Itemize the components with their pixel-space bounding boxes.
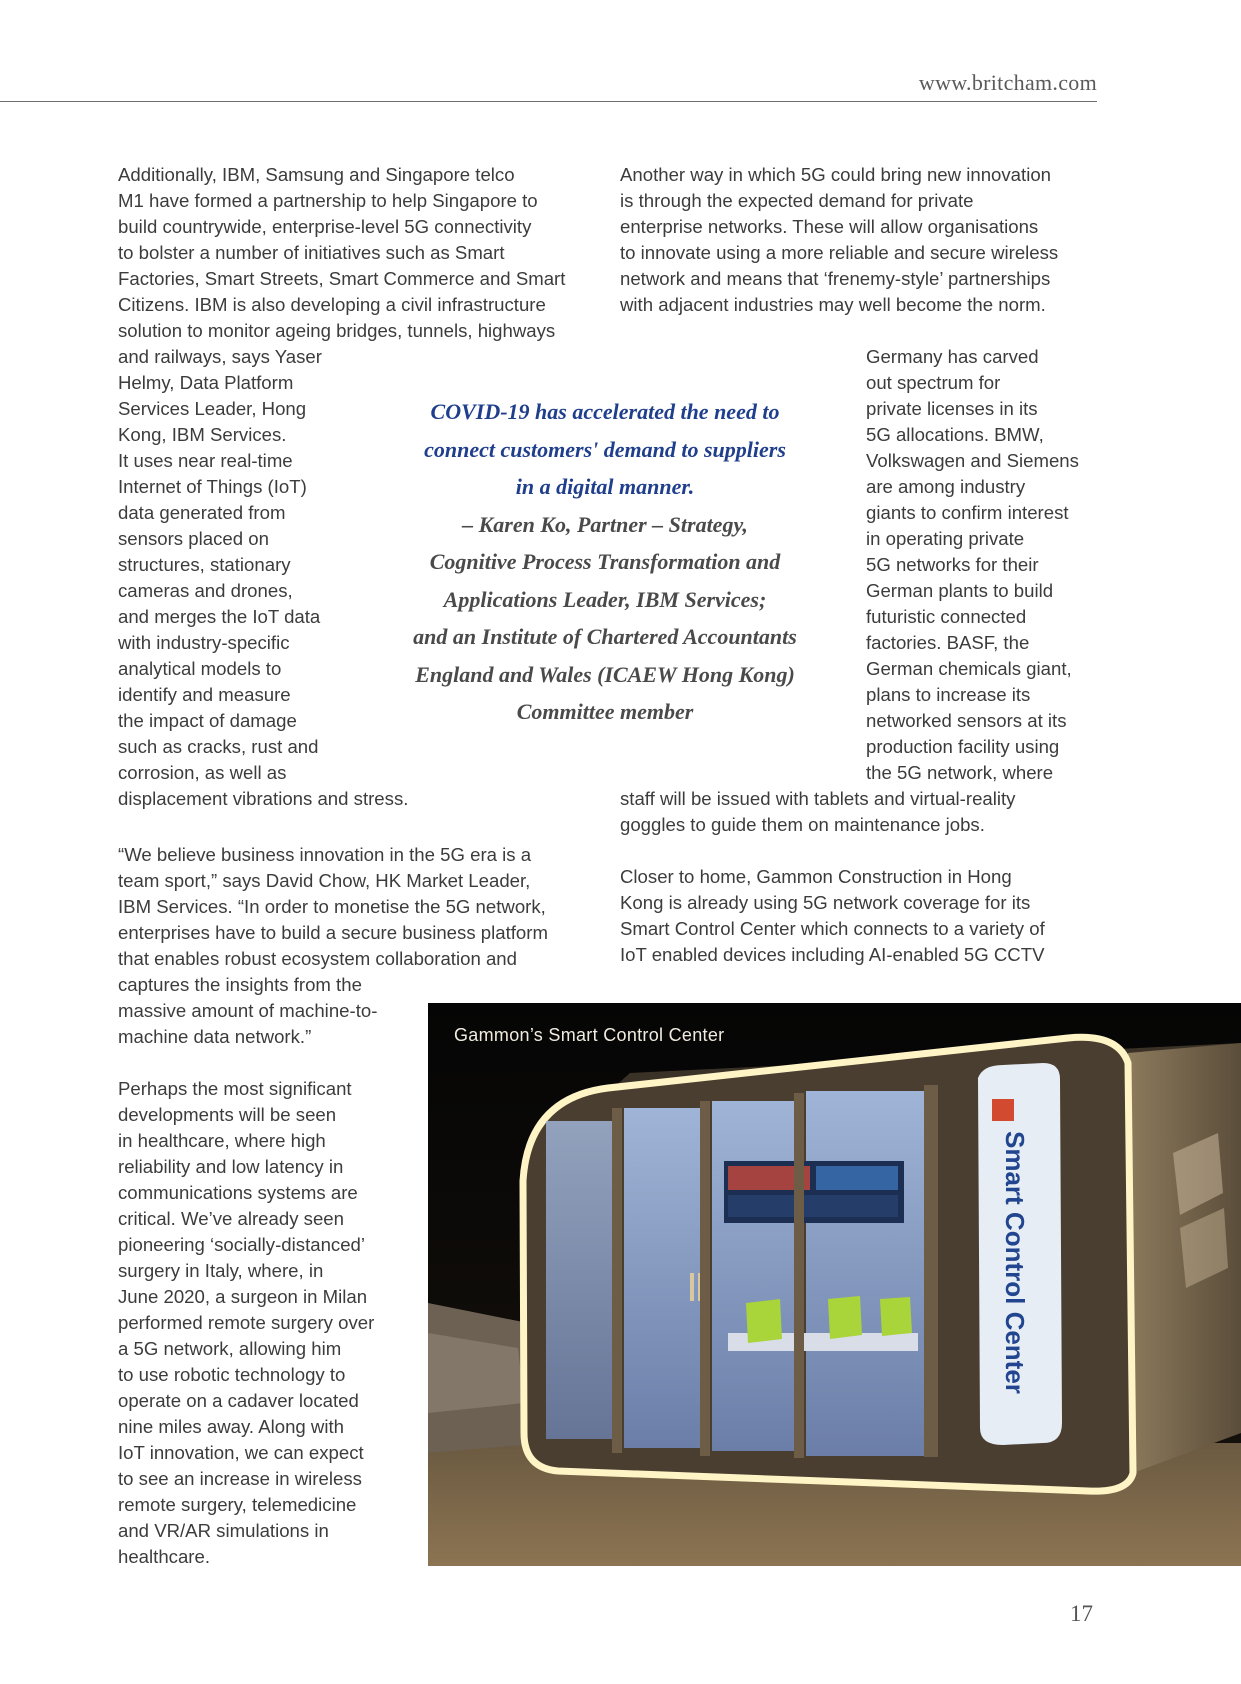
text-line: enterprise networks. These will allow organisations xyxy=(620,216,1039,237)
col2-germany-paragraph xyxy=(866,344,1079,786)
text-line: 5G networks for their xyxy=(866,554,1039,575)
text-line: giants to confirm interest xyxy=(866,502,1069,523)
text-line: data generated from xyxy=(118,502,286,523)
smart-control-center-photo xyxy=(428,1003,1241,1566)
text-line: out spectrum for xyxy=(866,372,1001,393)
text-line: private licenses in its xyxy=(866,398,1038,419)
text-line: identify and measure xyxy=(118,684,291,705)
text-line: goggles to guide them on maintenance jobs. xyxy=(620,814,985,835)
text-line: communications systems are xyxy=(118,1182,358,1203)
text-line: in operating private xyxy=(866,528,1025,549)
attribution-line: – Karen Ko, Partner – Strategy, xyxy=(462,511,748,537)
text-line: Services Leader, Hong xyxy=(118,398,307,419)
text-line: IoT innovation, we can expect xyxy=(118,1442,364,1463)
text-line: Kong, IBM Services. xyxy=(118,424,287,445)
text-line: IoT enabled devices including AI-enabled 5G CCTV xyxy=(620,944,1045,965)
text-line: network and means that ‘frenemy-style’ partnerships xyxy=(620,268,1051,289)
attribution-line: Committee member xyxy=(516,699,694,724)
text-line: captures the insights from the xyxy=(118,974,362,995)
text-line: structures, stationary xyxy=(118,554,291,575)
text-line: Factories, Smart Streets, Smart Commerce and Smart xyxy=(118,268,566,289)
text-line: to innovate using a more reliable and secure wireless xyxy=(620,242,1059,263)
text-line: futuristic connected xyxy=(866,606,1027,627)
text-line: developments will be seen xyxy=(118,1104,337,1125)
text-line: machine data network.” xyxy=(118,1026,312,1047)
text-line: the impact of damage xyxy=(118,710,297,731)
text-line: healthcare. xyxy=(118,1546,210,1567)
text-line: with adjacent industries may well become the norm. xyxy=(620,294,1046,315)
sign-text: Smart Control Center xyxy=(1000,1131,1030,1394)
text-line: a 5G network, allowing him xyxy=(118,1338,342,1359)
photo-illustration xyxy=(428,1003,1241,1566)
pull-quote-line: COVID-19 has accelerated the need to xyxy=(430,399,780,424)
text-line: Helmy, Data Platform xyxy=(118,372,294,393)
text-line: in healthcare, where high xyxy=(118,1130,326,1151)
text-line: to bolster a number of initiatives such as Smart xyxy=(118,242,505,263)
text-line: enterprises have to build a secure business platform xyxy=(118,922,548,943)
text-line: remote surgery, telemedicine xyxy=(118,1494,357,1515)
text-line: Perhaps the most significant xyxy=(118,1078,352,1099)
text-line: and railways, says Yaser xyxy=(118,346,322,367)
header-rule xyxy=(0,101,1097,102)
pull-quote-line: connect customers' demand to suppliers xyxy=(424,436,786,462)
text-line: sensors placed on xyxy=(118,528,269,549)
text-line: Closer to home, Gammon Construction in Hong xyxy=(620,866,1012,887)
text-line: build countrywide, enterprise-level 5G connectivity xyxy=(118,216,532,237)
text-line: performed remote surgery over xyxy=(118,1312,375,1333)
photo-caption: Gammon’s Smart Control Center xyxy=(454,1025,725,1045)
text-line: production facility using xyxy=(866,736,1060,757)
text-line: “We believe business innovation in the 5G era is a xyxy=(118,844,532,865)
text-line: are among industry xyxy=(866,476,1026,497)
text-line: staff will be issued with tablets and virtual-reality xyxy=(620,788,1016,809)
text-line: and VR/AR simulations in xyxy=(118,1520,329,1541)
text-line: Kong is already using 5G network coverage for its xyxy=(620,892,1031,913)
text-line: to use robotic technology to xyxy=(118,1364,346,1385)
text-line: Another way in which 5G could bring new innovation xyxy=(620,164,1052,185)
text-line: massive amount of machine-to- xyxy=(118,1000,378,1021)
text-line: Internet of Things (IoT) xyxy=(118,476,307,497)
attribution-line: Applications Leader, IBM Services; xyxy=(443,586,767,612)
text-line: German chemicals giant, xyxy=(866,658,1072,679)
page-number: 17 xyxy=(1070,1601,1093,1626)
text-line: 5G allocations. BMW, xyxy=(866,424,1044,445)
text-line: operate on a cadaver located xyxy=(118,1390,359,1411)
text-line: such as cracks, rust and xyxy=(118,736,319,757)
text-line: pioneering ‘socially-distanced’ xyxy=(118,1234,366,1255)
col2-private-networks-paragraph xyxy=(620,162,1058,318)
text-line: team sport,” says David Chow, HK Market Leader, xyxy=(118,870,531,891)
text-line: M1 have formed a partnership to help Singapore to xyxy=(118,190,538,211)
text-line: surgery in Italy, where, in xyxy=(118,1260,324,1281)
col2-continuation-lines xyxy=(620,786,1015,838)
text-line: displacement vibrations and stress. xyxy=(118,788,409,809)
text-line: cameras and drones, xyxy=(118,580,293,601)
text-line: and merges the IoT data xyxy=(118,606,321,627)
text-line: the 5G network, where xyxy=(866,762,1054,783)
text-line: reliability and low latency in xyxy=(118,1156,344,1177)
text-line: is through the expected demand for private xyxy=(620,190,974,211)
attribution-line: England and Wales (ICAEW Hong Kong) xyxy=(415,661,795,687)
text-line: Citizens. IBM is also developing a civil infrastructure xyxy=(118,294,546,315)
attribution-line: and an Institute of Chartered Accountants xyxy=(413,624,797,649)
text-line: Germany has carved xyxy=(866,346,1039,367)
text-line: IBM Services. “In order to monetise the 5G network, xyxy=(118,896,546,917)
text-line: critical. We’ve already seen xyxy=(118,1208,344,1229)
col2-gammon-paragraph xyxy=(620,864,1045,968)
text-line: analytical models to xyxy=(118,658,282,679)
text-line: It uses near real-time xyxy=(118,450,293,471)
text-line: Volkswagen and Siemens xyxy=(866,450,1079,471)
col1-healthcare-paragraph xyxy=(118,1076,374,1570)
text-line: plans to increase its xyxy=(866,684,1031,705)
text-line: to see an increase in wireless xyxy=(118,1468,362,1489)
text-line: solution to monitor ageing bridges, tunnels, highways xyxy=(118,320,556,341)
text-line: nine miles away. Along with xyxy=(118,1416,344,1437)
pull-quote xyxy=(365,393,845,731)
text-line: Additionally, IBM, Samsung and Singapore telco xyxy=(118,164,515,185)
text-line: that enables robust ecosystem collaboration and xyxy=(118,948,517,969)
text-line: June 2020, a surgeon in Milan xyxy=(118,1286,368,1307)
text-line: corrosion, as well as xyxy=(118,762,287,783)
text-line: factories. BASF, the xyxy=(866,632,1030,653)
pull-quote-line: in a digital manner. xyxy=(515,474,695,499)
site-url: www.britcham.com xyxy=(918,70,1097,95)
attribution-line: Cognitive Process Transformation and xyxy=(429,549,781,574)
text-line: networked sensors at its xyxy=(866,710,1067,731)
text-line: with industry-specific xyxy=(118,632,290,653)
text-line: Smart Control Center which connects to a variety of xyxy=(620,918,1045,939)
text-line: German plants to build xyxy=(866,580,1054,601)
